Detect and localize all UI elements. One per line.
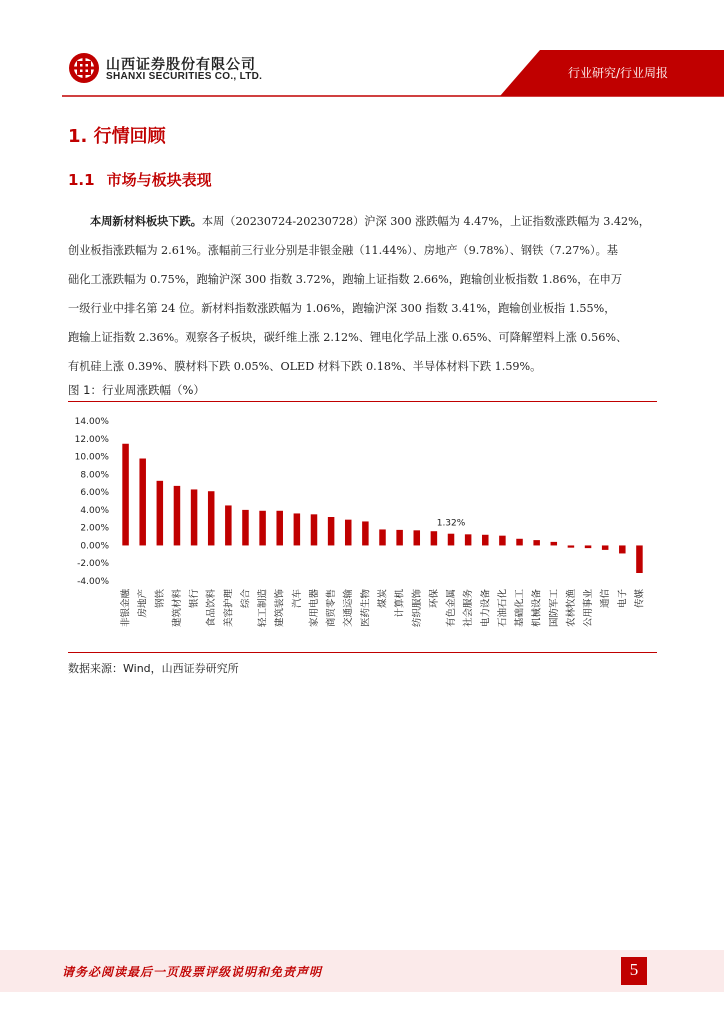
category-label: 非银金融 bbox=[120, 589, 132, 628]
company-name-en: SHANXI SECURITIES CO., LTD. bbox=[106, 71, 263, 82]
bar bbox=[174, 486, 181, 546]
bar bbox=[602, 545, 609, 549]
bar bbox=[414, 530, 421, 545]
bar bbox=[551, 542, 558, 546]
y-tick-label: 2.00% bbox=[80, 523, 109, 534]
paragraph-line-4: 一级行业中排名第 24 位。新材料指数涨跌幅为 1.06%，跑输沪深 300 指数 3.41%，跑输创业板指 1.55%， bbox=[68, 302, 616, 315]
section-heading: 1. 行情回顾 bbox=[68, 126, 166, 147]
category-label: 农林牧渔 bbox=[565, 589, 577, 628]
category-label: 交通运输 bbox=[343, 589, 355, 628]
category-label: 钢铁 bbox=[154, 589, 166, 609]
paragraph-text: 本周（20230724-20230728）沪深 300 涨跌幅为 4.47%，上证指数涨跌幅为 3.42%， bbox=[201, 215, 650, 228]
page-number: 5 bbox=[629, 960, 639, 979]
bar bbox=[482, 535, 489, 546]
subsection-title: 市场与板块表现 bbox=[106, 171, 212, 189]
subsection-number: 1.1 bbox=[68, 171, 95, 189]
bar bbox=[396, 530, 403, 546]
document-type: 行业研究/行业周报 bbox=[567, 66, 669, 80]
y-tick-label: 8.00% bbox=[80, 470, 109, 481]
category-label: 传媒 bbox=[634, 589, 646, 609]
bar bbox=[139, 459, 146, 546]
bar bbox=[157, 481, 164, 546]
category-label: 国防军工 bbox=[548, 589, 560, 628]
category-label: 有色金属 bbox=[446, 589, 458, 628]
bar bbox=[516, 539, 523, 546]
category-label: 煤炭 bbox=[377, 589, 389, 609]
y-tick-label: 4.00% bbox=[80, 505, 109, 516]
bar bbox=[465, 534, 472, 545]
bar bbox=[431, 531, 438, 545]
header-red-band bbox=[0, 0, 724, 100]
category-label: 轻工制造 bbox=[257, 589, 269, 628]
bar bbox=[208, 491, 215, 545]
shanxi-securities-logo-icon bbox=[68, 52, 100, 84]
category-label: 计算机 bbox=[394, 589, 406, 618]
y-tick-label: -4.00% bbox=[77, 577, 109, 587]
industry-weekly-change-chart bbox=[62, 408, 662, 650]
category-label: 电子 bbox=[617, 589, 629, 609]
bar bbox=[636, 545, 643, 573]
bar bbox=[294, 513, 301, 545]
y-tick-label: 6.00% bbox=[80, 488, 109, 499]
bar bbox=[259, 511, 266, 546]
category-label: 公用事业 bbox=[583, 589, 595, 628]
bar bbox=[122, 444, 129, 546]
category-label: 通信 bbox=[600, 589, 612, 609]
paragraph-line-1 bbox=[68, 207, 660, 236]
category-label: 环保 bbox=[428, 589, 440, 609]
data-label: 1.32% bbox=[436, 518, 466, 529]
bar bbox=[328, 517, 335, 545]
category-label: 建筑装饰 bbox=[274, 589, 286, 628]
paragraph-lead: 本周新材料板块下跌。 bbox=[90, 215, 202, 228]
bar bbox=[225, 505, 232, 545]
category-label: 机械设备 bbox=[531, 589, 543, 628]
bar bbox=[311, 514, 318, 545]
category-label: 建筑材料 bbox=[171, 589, 183, 628]
bar bbox=[345, 520, 352, 546]
category-label: 基础化工 bbox=[514, 589, 526, 628]
category-label: 综合 bbox=[240, 589, 252, 609]
y-tick-label: 10.00% bbox=[74, 452, 109, 463]
paragraph-line-3: 础化工涨跌幅为 0.75%，跑输沪深 300 指数 3.72%，跑输上证指数 2.66%，跑输创业板指数 1.86%，在申万 bbox=[68, 273, 623, 286]
bar bbox=[242, 510, 249, 546]
category-label: 房地产 bbox=[137, 589, 149, 618]
category-label: 美容护理 bbox=[223, 589, 235, 628]
figure-caption: 图 1：行业周涨跌幅（%） bbox=[68, 383, 205, 397]
bar bbox=[191, 489, 198, 545]
bar bbox=[568, 545, 575, 547]
category-label: 纺织服饰 bbox=[411, 589, 423, 628]
page-header bbox=[0, 0, 724, 100]
y-tick-label: 14.00% bbox=[74, 417, 109, 427]
category-label: 银行 bbox=[189, 589, 201, 609]
data-source: 数据来源：Wind，山西证券研究所 bbox=[68, 662, 239, 675]
category-label: 汽车 bbox=[291, 589, 303, 609]
category-label: 食品饮料 bbox=[206, 589, 218, 628]
bar bbox=[362, 521, 369, 545]
bar bbox=[585, 545, 592, 548]
company-name-cn: 山西证券股份有限公司 bbox=[106, 57, 256, 73]
source-rule bbox=[68, 652, 657, 653]
body-paragraph bbox=[68, 207, 660, 381]
category-label: 石油石化 bbox=[497, 589, 509, 628]
bar bbox=[499, 536, 506, 546]
category-label: 社会服务 bbox=[463, 589, 475, 628]
y-tick-label: 12.00% bbox=[74, 434, 109, 445]
bar bbox=[379, 529, 386, 545]
category-label: 医药生物 bbox=[360, 589, 372, 628]
bar bbox=[276, 511, 283, 546]
footer-disclaimer: 请务必阅读最后一页股票评级说明和免责声明 bbox=[62, 965, 323, 979]
category-label: 家用电器 bbox=[308, 589, 320, 628]
bar bbox=[619, 545, 626, 553]
paragraph-line-2: 创业板指涨跌幅为 2.61%。涨幅前三行业分别是非银金融（11.44%）、房地产（9.78%）、钢铁（7.27%）。基 bbox=[68, 244, 618, 257]
bar bbox=[533, 540, 540, 545]
caption-rule bbox=[68, 401, 657, 402]
subsection-heading bbox=[68, 169, 212, 190]
paragraph-line-5: 跑输上证指数 2.36%。观察各子板块，碳纤维上涨 2.12%、锂电化学品上涨 0.65%、可降解塑料上涨 0.56%、 bbox=[68, 331, 628, 344]
category-label: 商贸零售 bbox=[326, 589, 338, 628]
paragraph-line-6: 有机硅上涨 0.39%、膜材料下跌 0.05%、OLED 材料下跌 0.18%、半导体材料下跌 1.59%。 bbox=[68, 360, 542, 373]
y-tick-label: 0.00% bbox=[80, 541, 109, 552]
category-label: 电力设备 bbox=[480, 589, 492, 628]
bar bbox=[448, 534, 455, 546]
y-tick-label: -2.00% bbox=[77, 559, 109, 570]
